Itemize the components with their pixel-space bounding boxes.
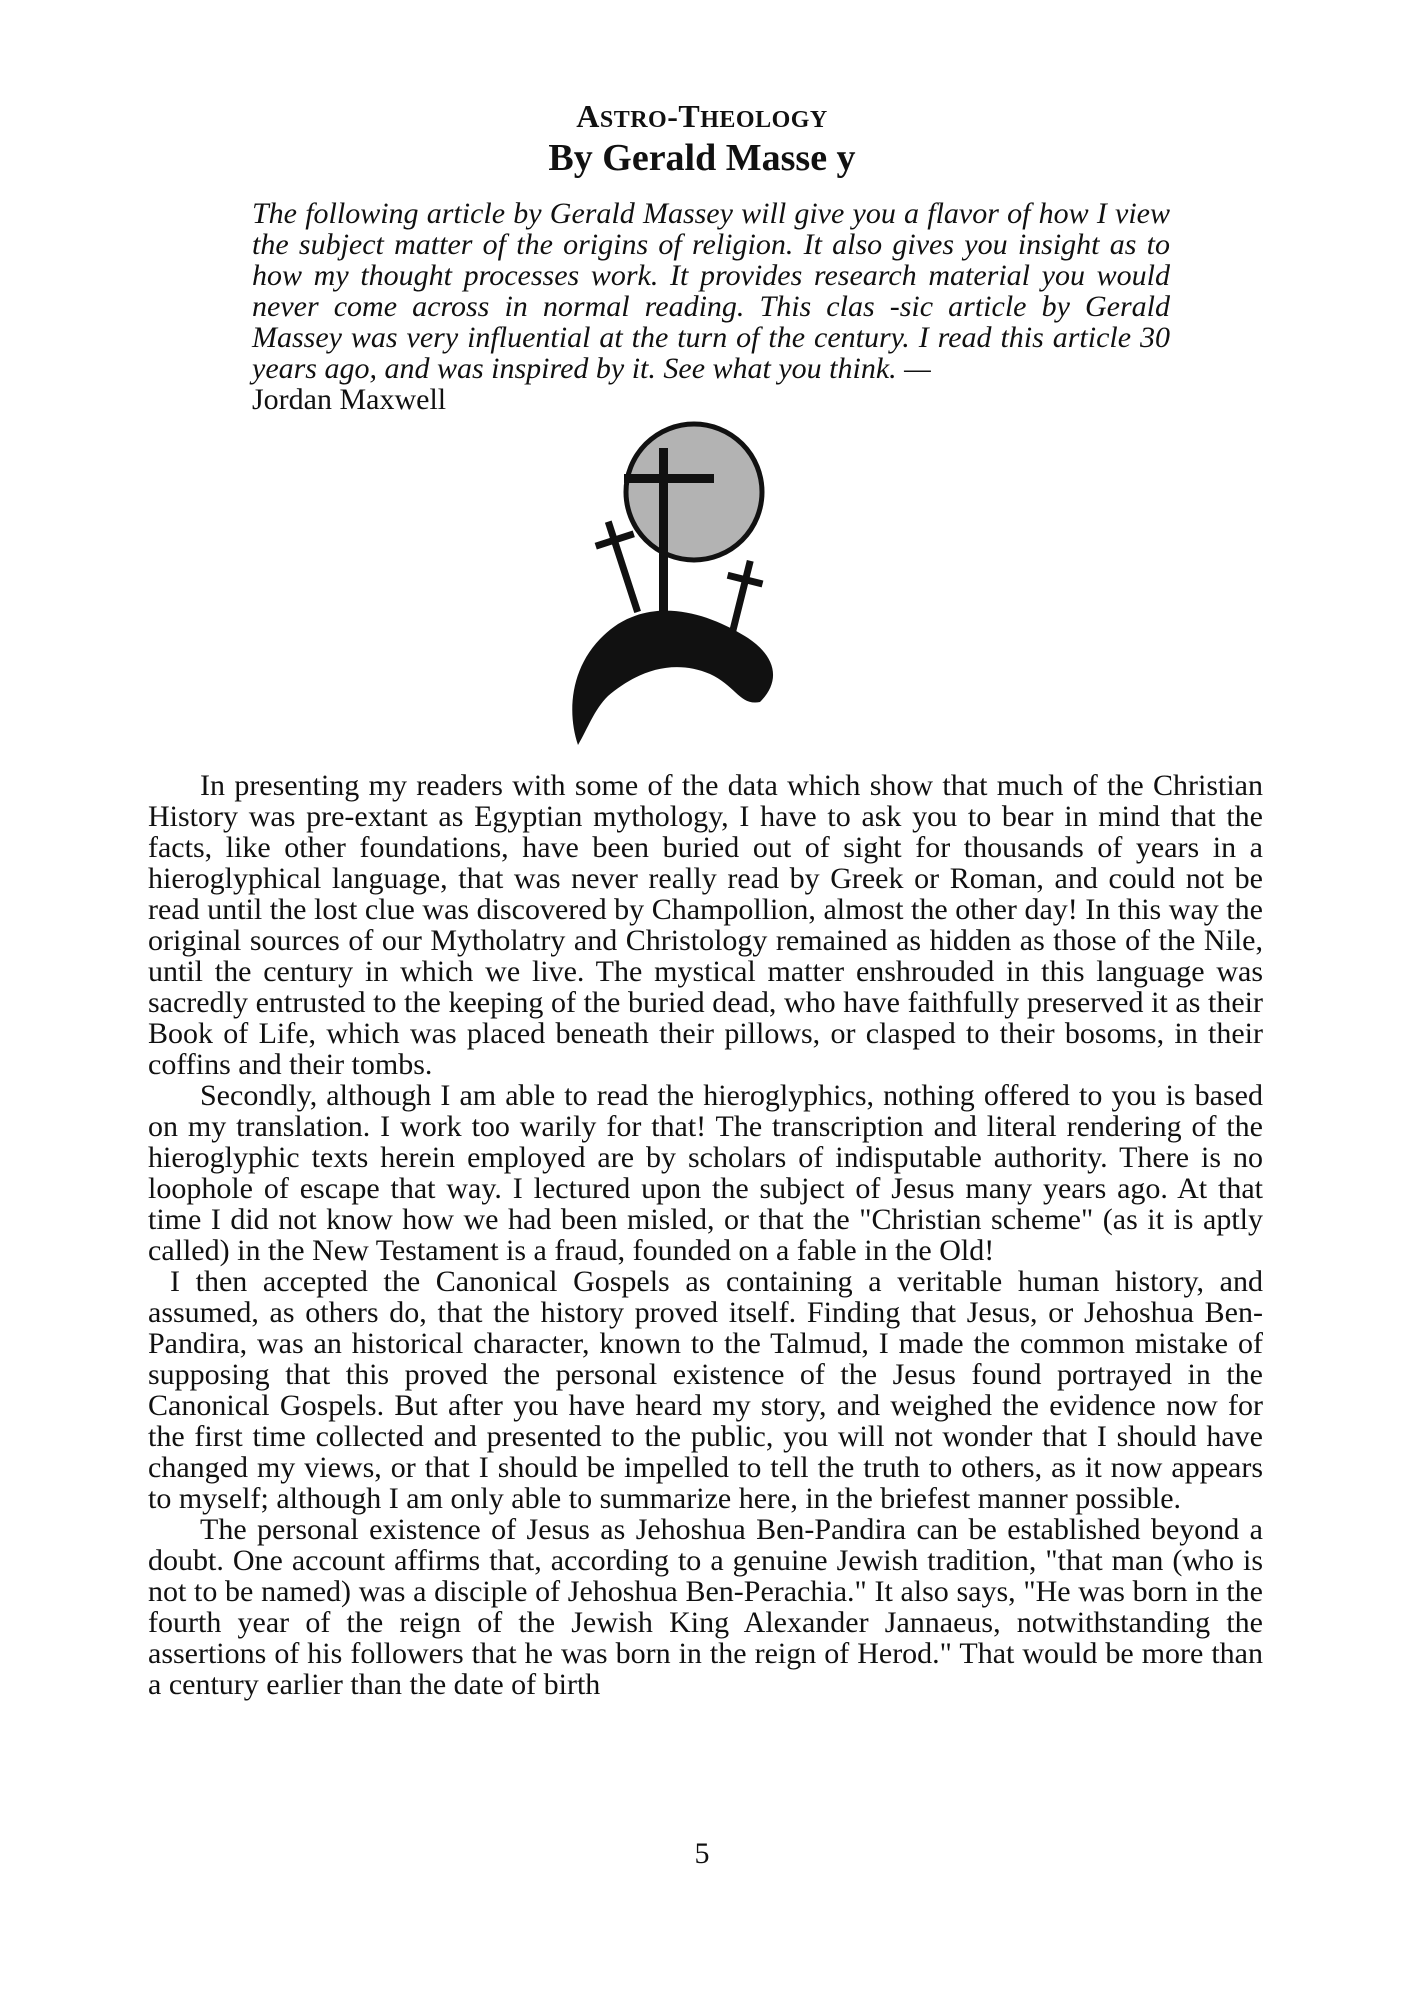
article-byline: By Gerald Masse y	[548, 137, 856, 179]
title-letter-a: A	[576, 98, 600, 134]
editor-introduction	[252, 198, 1170, 415]
body-paragraph-4: The personal existence of Jesus as Jehoshua Ben-Pandira can be established beyond a doubt. One account affirms that, according to a genuine Jewish tradition, "that man (who is not to be named) was a disciple of Jehoshua Ben-Perachia." It also says, "He was born in the fourth year of the reign of the Jewish King Alexander Jannaeus, notwithstanding the assertions of his followers that he was born in the reign of Herod." That would be more than a century earlier than the date of birth	[148, 1513, 1263, 1701]
intro-text: The following article by Gerald Massey will give you a flavor of how I view the subject matter of the origins of religion. It also gives you insight as to how my thought processes work. It provides research material you would never come across in normal reading. This clas -sic article by Gerald Massey was very influential at the turn of the century. I read this article 30 years ago, and was inspired by it. See what you think. —	[252, 197, 1170, 385]
sun-disc	[626, 424, 762, 560]
intro-attribution: Jordan Maxwell	[252, 383, 447, 416]
title-part-heology: HEOLOGY	[700, 107, 828, 133]
title-dash: -	[667, 98, 679, 134]
title-part-stro: STRO	[599, 107, 668, 133]
hill-shape	[572, 611, 773, 745]
body-paragraph-2: Secondly, although I am able to read the hieroglyphics, nothing offered to you is based on my translation. I work too warily for that! The transcription and literal rendering of the hieroglyphic texts herein employed are by scholars of indisputable authority. There is no loophole of escape that way. I lectured upon the subject of Jesus many years ago. At that time I did not know how we had been misled, or that the "Christian scheme" (as it is aptly called) in the New Testament is a fraud, founded on a fable in the Old!	[148, 1079, 1263, 1267]
sun-cross-hill-icon	[560, 410, 790, 750]
body-paragraph-1: In presenting my readers with some of the data which show that much of the Christian History was pre-extant as Egyptian mythology, I have to ask you to bear in mind that the facts, like other foundations, have been buried out of sight for thousands of years in a hieroglyphical language, that was never really read by Greek or Roman, and could not be read until the lost clue was discovered by Champollion, almost the other day! In this way the original sources of our Mytholatry and Christology remained as hidden as those of the Nile, until the century in which we live. The mystical matter enshrouded in this language was sacredly entrusted to the keeping of the buried dead, who have faithfully preserved it as their Book of Life, which was placed beneath their pillows, or clasped to their bosoms, in their coffins and their tombs.	[148, 769, 1263, 1081]
page-number: 5	[694, 1837, 710, 1870]
main-cross-post	[659, 448, 668, 618]
title-letter-t: T	[678, 98, 701, 134]
article-body	[148, 770, 1263, 1700]
body-paragraph-3: I then accepted the Canonical Gospels as containing a veritable human history, and assumed, as others do, that the history proved itself. Finding that Jesus, or Jehoshua Ben-Pandira, was an historical character, known to the Talmud, I made the common mistake of supposing that this proved the personal existence of the Jesus found portrayed in the Canonical Gospels. But after you have heard my story, and weighed the evidence now for the first time collected and presented to the public, you will not wonder that I should have changed my views, or that I should be impelled to tell the truth to others, as it now appears to myself; although I am only able to summarize here, in the briefest manner possible.	[148, 1265, 1263, 1515]
article-title	[0, 98, 1404, 138]
emblem-graphic	[560, 410, 790, 750]
main-cross-beam	[624, 474, 714, 483]
